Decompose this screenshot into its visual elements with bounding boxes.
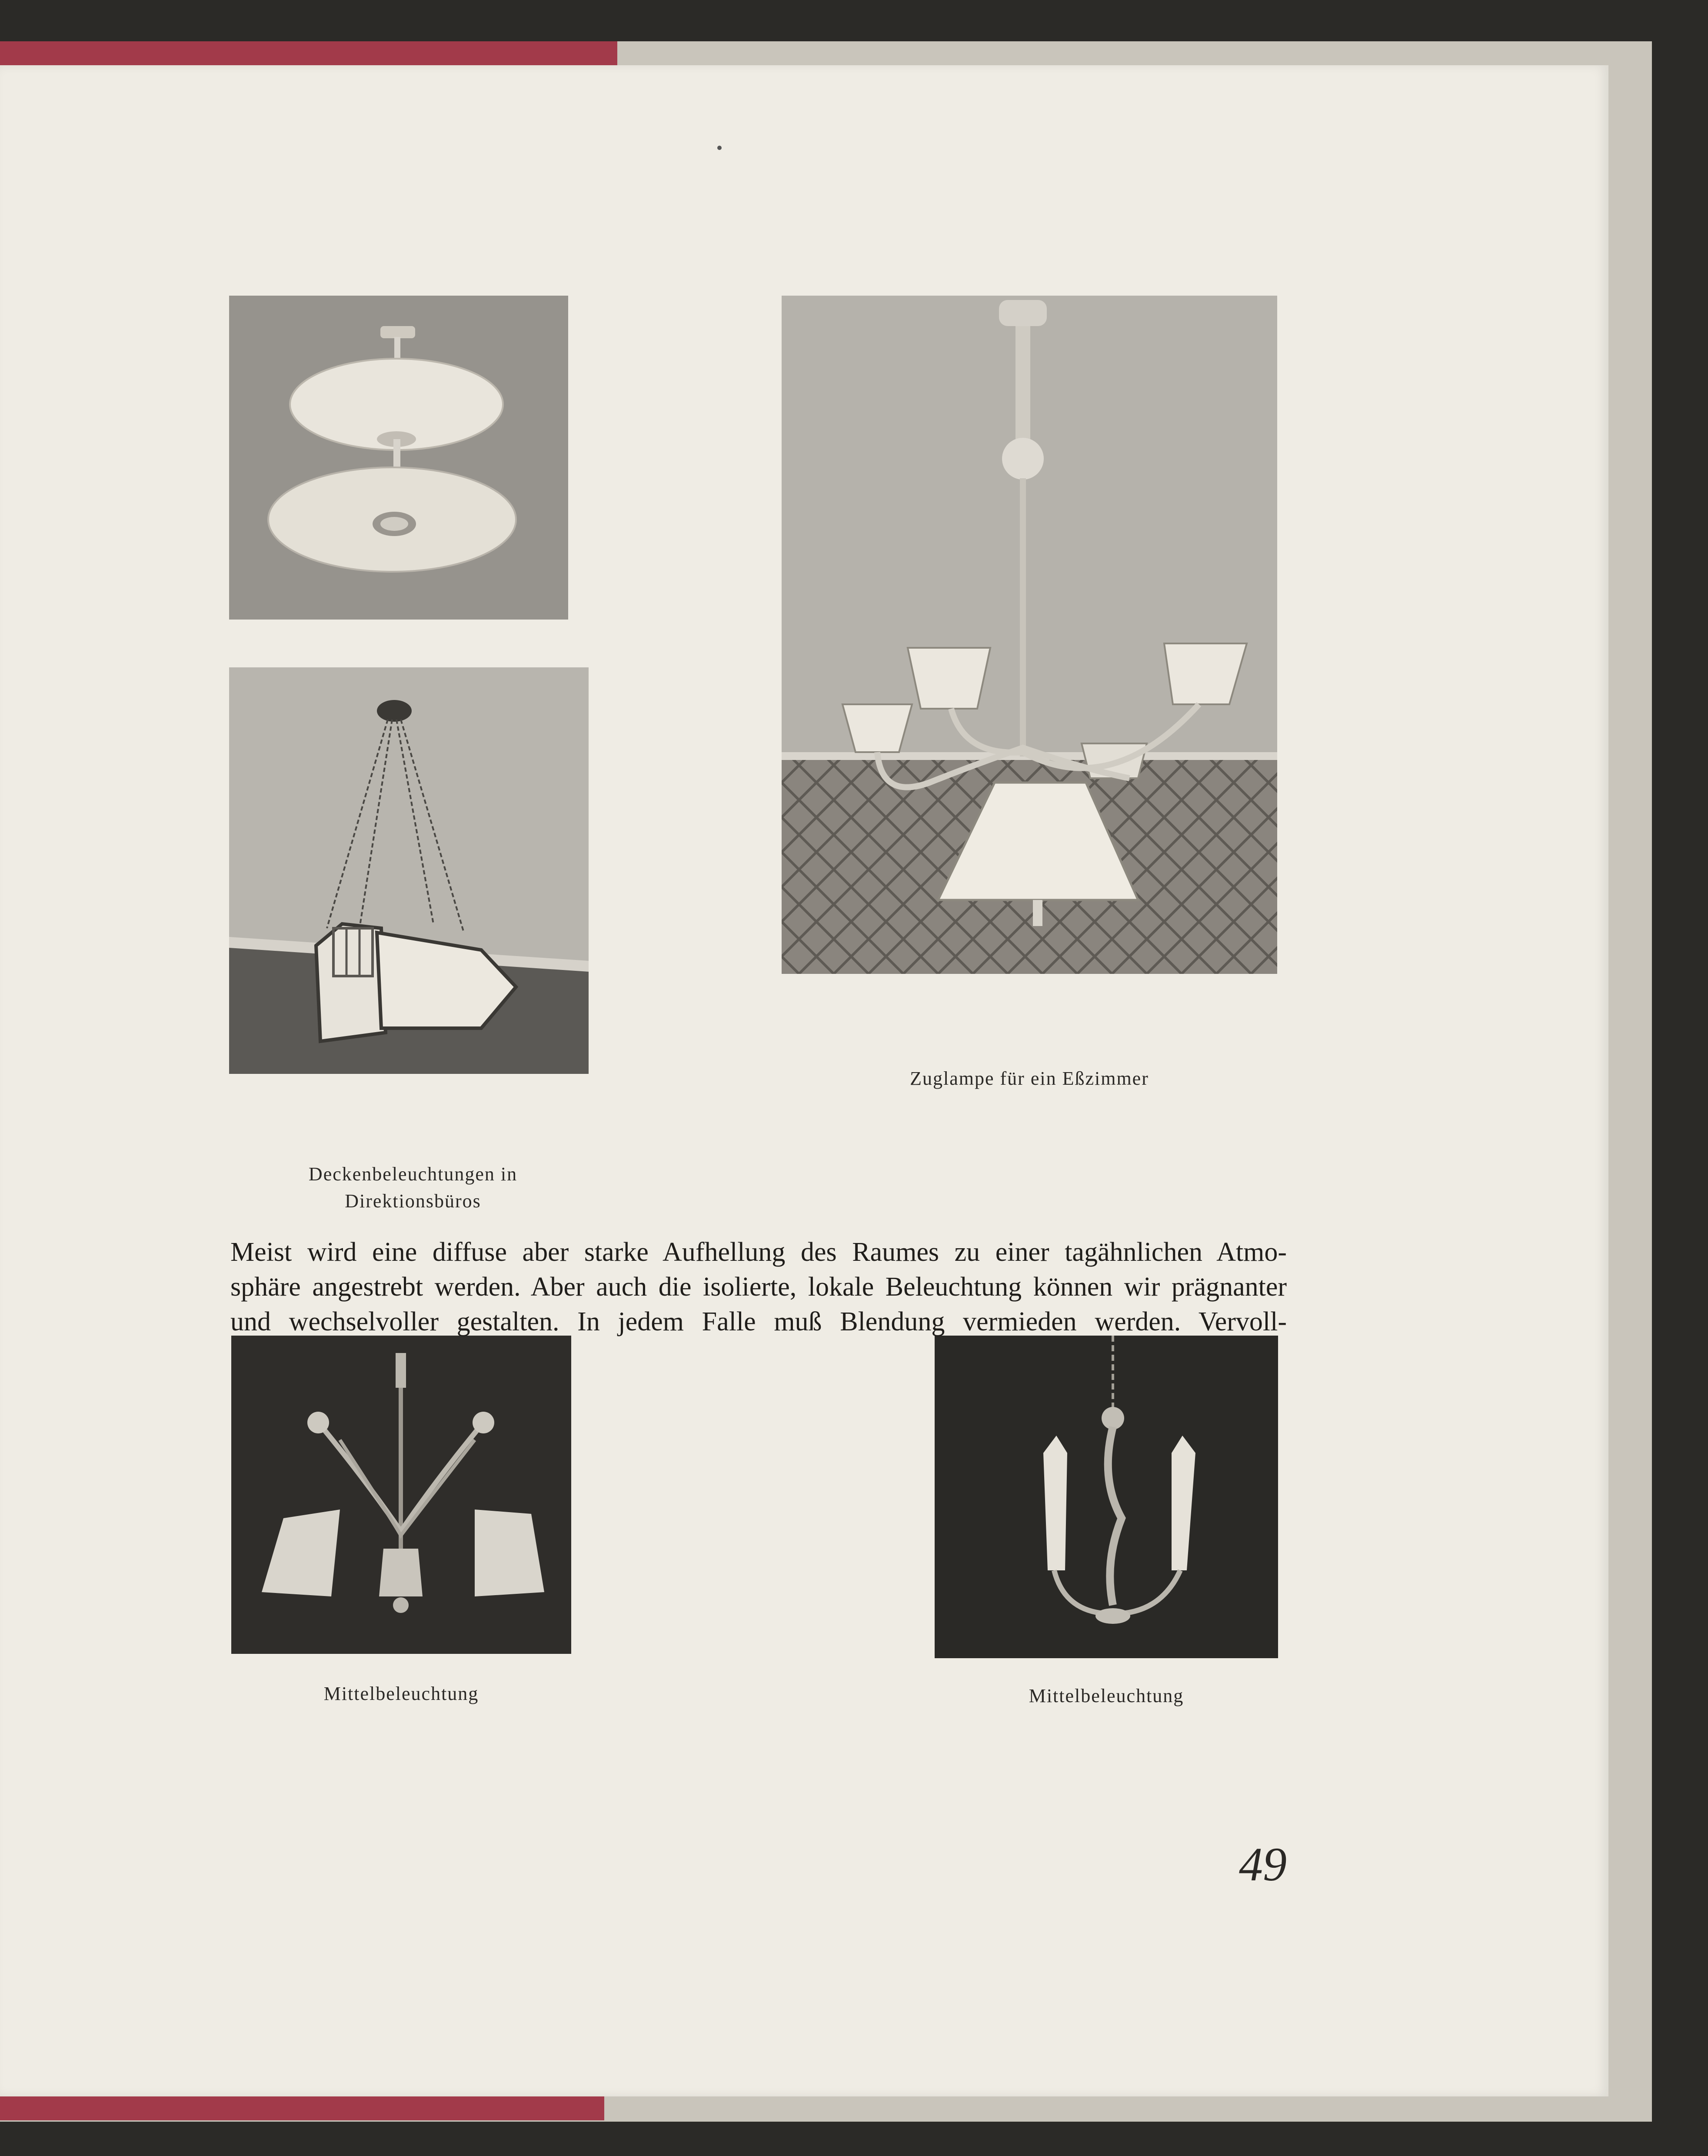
- page-number: 49: [1239, 1838, 1287, 1891]
- caption-top-left-line2: Direktionsbüros: [345, 1190, 481, 1212]
- caption-bottom-left: Mittelbeleuchtung: [323, 1683, 479, 1704]
- body-line-3: und wechselvoller gestalten. In jedem Falle muß Blendung vermieden werden. Vervoll-: [230, 1307, 1287, 1336]
- caption-top-right: Zuglampe für ein Eßzimmer: [910, 1068, 1149, 1089]
- caption-bottom-right: Mittelbeleuchtung: [1029, 1685, 1184, 1706]
- body-line-2: sphäre angestrebt werden. Aber auch die isolierte, lokale Beleuchtung können wir prägnanter: [230, 1272, 1287, 1302]
- photo-central-chandelier-shades: [231, 1336, 571, 1654]
- photo-ceiling-disc-lamp: [229, 296, 568, 620]
- speck: [717, 146, 722, 150]
- book-page: [0, 65, 1608, 2096]
- caption-top-left-line1: Deckenbeleuchtungen in: [308, 1163, 518, 1185]
- body-paragraph: [230, 1235, 1287, 1339]
- cover-binding-bottom: [0, 2096, 604, 2120]
- photo-dining-room-chandelier: [782, 296, 1277, 974]
- photo-central-candle-chandelier: [935, 1336, 1278, 1658]
- cover-binding-top: [0, 41, 617, 65]
- body-line-1: Meist wird eine diffuse aber starke Aufhellung des Raumes zu einer tagähnlichen Atmo-: [230, 1237, 1287, 1267]
- photo-ceiling-pendant-lamp: [229, 667, 589, 1074]
- caption-top-left: [243, 1161, 583, 1215]
